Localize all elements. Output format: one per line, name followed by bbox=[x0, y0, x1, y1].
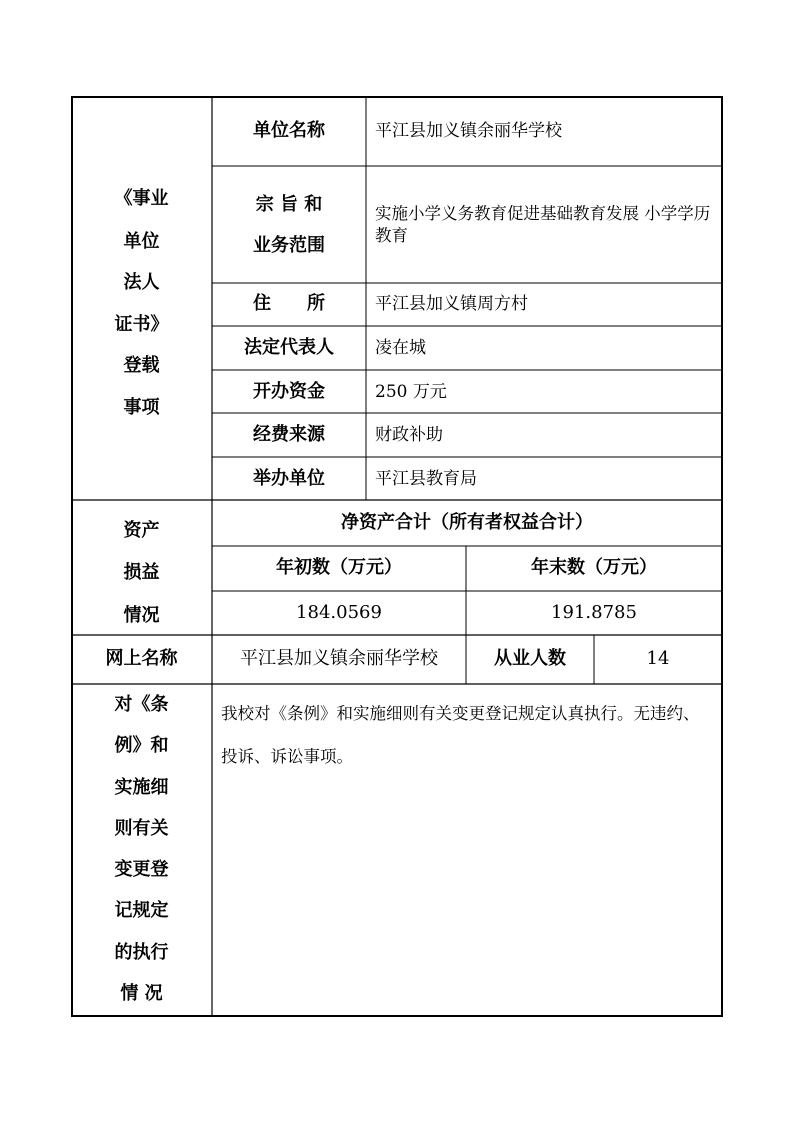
purpose-scope-label-line1: 宗 旨 和 bbox=[255, 194, 323, 215]
section-line: 实施细 bbox=[114, 777, 169, 798]
staff-count-value: 14 bbox=[646, 648, 670, 669]
section-line: 例》和 bbox=[114, 735, 169, 756]
end-year-value: 191.8785 bbox=[551, 602, 637, 623]
assets-section-label bbox=[71, 500, 212, 635]
staff-count-label: 从业人数 bbox=[494, 648, 566, 669]
online-name-label: 网上名称 bbox=[105, 648, 178, 669]
address-value: 平江县加义镇周方村 bbox=[375, 294, 528, 314]
founding-capital-label: 开办资金 bbox=[253, 381, 325, 402]
address-label: 住 所 bbox=[253, 293, 325, 314]
unit-name-value: 平江县加义镇余丽华学校 bbox=[375, 121, 562, 141]
purpose-scope-value: 实施小学义务教育促进基础教育发展 小学学历教育 bbox=[375, 204, 711, 245]
end-year-label: 年末数（万元） bbox=[531, 557, 657, 578]
section-line: 登载 bbox=[123, 355, 160, 376]
section-line: 的执行 bbox=[114, 942, 169, 963]
net-assets-title: 净资产合计（所有者权益合计） bbox=[341, 512, 593, 533]
funding-source-value: 财政补助 bbox=[375, 425, 443, 445]
funding-source-label: 经费来源 bbox=[253, 424, 325, 445]
online-name-value: 平江县加义镇余丽华学校 bbox=[240, 648, 438, 669]
sponsor-label: 举办单位 bbox=[253, 468, 325, 489]
founding-capital-value: 250 万元 bbox=[375, 382, 447, 402]
compliance-text: 我校对《条例》和实施细则有关变更登记规定认真执行。无违约、投诉、诉讼事项。 bbox=[221, 704, 700, 766]
section-line: 事项 bbox=[123, 397, 160, 418]
section-line: 单位 bbox=[123, 231, 160, 252]
section-line: 证书》 bbox=[114, 314, 169, 335]
section-line: 情况 bbox=[123, 605, 160, 626]
section-line: 资产 bbox=[123, 520, 160, 541]
registration-form bbox=[71, 96, 723, 1017]
sponsor-value: 平江县教育局 bbox=[375, 469, 477, 489]
unit-name-label: 单位名称 bbox=[253, 120, 325, 141]
legal-representative-value: 凌在城 bbox=[375, 338, 426, 358]
section-line: 《事业 bbox=[114, 188, 169, 209]
begin-year-value: 184.0569 bbox=[296, 602, 382, 623]
section-line: 变更登 bbox=[114, 859, 169, 880]
section-line: 则有关 bbox=[114, 818, 169, 839]
registration-section-label bbox=[71, 96, 212, 500]
section-line: 记规定 bbox=[114, 900, 169, 921]
purpose-scope-label-line2: 业务范围 bbox=[253, 235, 325, 256]
legal-representative-label: 法定代表人 bbox=[244, 337, 334, 358]
begin-year-label: 年初数（万元） bbox=[276, 557, 402, 578]
section-line: 对《条 bbox=[114, 694, 169, 715]
section-line: 情 况 bbox=[120, 983, 163, 1004]
section-line: 损益 bbox=[123, 562, 160, 583]
section-line: 法人 bbox=[123, 272, 160, 293]
compliance-section-label bbox=[71, 684, 212, 1016]
